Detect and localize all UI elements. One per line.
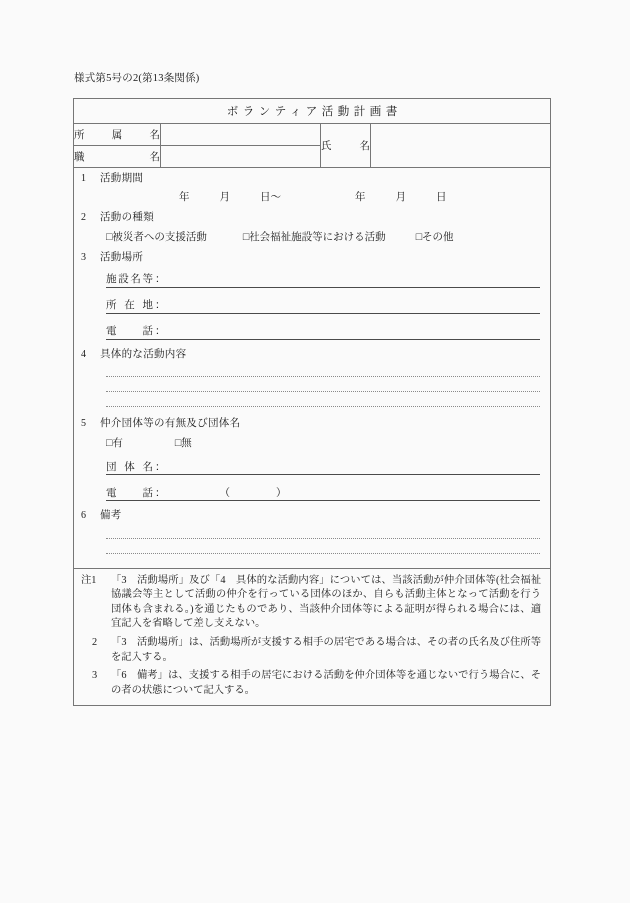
label-char: 体 (124, 461, 135, 473)
organization-phone-label (106, 489, 153, 500)
label-colon: ： (155, 326, 166, 337)
mediator-option-yes[interactable] (106, 438, 123, 449)
affiliation-label (74, 124, 161, 146)
activity-period-fields[interactable] (179, 193, 550, 204)
location-phone-field[interactable] (106, 323, 540, 340)
label-char: 話 (142, 326, 153, 337)
organization-name-field[interactable] (106, 458, 540, 475)
position-label-char: 名 (149, 152, 160, 163)
end-day-label: 日 (436, 191, 447, 203)
position-label (74, 146, 161, 168)
section-title: 活動期間 (100, 173, 144, 184)
section-title: 活動の種類 (100, 212, 154, 223)
section-activity-type-heading (81, 213, 550, 224)
section-details-heading (81, 350, 550, 361)
mediator-option-no[interactable] (175, 438, 192, 449)
label-char: 所 (106, 300, 117, 311)
checkbox-icon[interactable]: □ (242, 231, 250, 243)
start-year-label: 年 (179, 191, 190, 203)
label-char: 名 (130, 274, 141, 285)
facility-name-field[interactable] (106, 271, 540, 288)
section-number: 2 (81, 212, 86, 223)
note-item (81, 669, 541, 698)
title-row (74, 99, 551, 124)
start-month-label: 月 (219, 191, 230, 203)
activity-type-option-disaster[interactable] (106, 233, 207, 244)
section-title: 活動場所 (100, 252, 144, 263)
section-title: 仲介団体等の有無及び団体名 (100, 418, 241, 429)
section-title: 備考 (100, 510, 122, 521)
label-char: 電 (106, 487, 117, 499)
form-title: ボランティア活動計画書 (74, 99, 551, 124)
checkbox-icon[interactable]: □ (415, 231, 423, 243)
option-label: その他 (422, 231, 454, 243)
option-label: 社会福祉施設等における活動 (249, 231, 386, 243)
note-label: 3 (92, 670, 98, 682)
section-period-heading (81, 174, 550, 185)
section-location-heading (81, 253, 550, 264)
option-label: 無 (181, 437, 192, 449)
section-number: 6 (81, 510, 86, 521)
organization-name-label (106, 463, 153, 474)
notes-row (74, 568, 551, 706)
affiliation-row (74, 124, 551, 146)
note-item (81, 574, 541, 632)
option-label: 有 (112, 437, 123, 449)
section-number: 1 (81, 173, 86, 184)
position-label-char: 職 (74, 152, 85, 163)
affiliation-label-char: 属 (111, 130, 123, 141)
affiliation-label-char: 名 (149, 130, 160, 141)
start-day-label: 日〜 (260, 191, 281, 203)
position-value[interactable] (161, 146, 321, 168)
volunteer-activity-plan-form (73, 98, 551, 706)
paren-open: （ (219, 487, 230, 499)
facility-name-label (106, 275, 153, 286)
checkbox-icon[interactable]: □ (106, 437, 113, 449)
label-colon: ： (155, 300, 166, 311)
form-body-row (74, 168, 551, 569)
label-char: 設 (118, 274, 129, 285)
name-label-char: 氏 (321, 141, 332, 152)
label-char: 団 (106, 461, 117, 473)
checkbox-icon[interactable]: □ (106, 231, 113, 243)
section-remarks-heading (81, 511, 550, 522)
section-number: 5 (81, 418, 86, 429)
affiliation-label-char: 所 (74, 130, 85, 141)
note-text: 「6 備考」は、支援する相手の居宅における活動を仲介団体等を通じないで行う場合に、その者の状態について記入する。 (111, 670, 542, 696)
option-label: 被災者への支援活動 (112, 231, 207, 243)
name-label-char: 名 (359, 141, 370, 152)
form-body (74, 168, 551, 569)
activity-type-options (106, 233, 550, 244)
label-char: 施 (106, 274, 117, 285)
section-title: 具体的な活動内容 (100, 348, 187, 360)
note-text: 「3 活動場所」は、活動場所が支援する相手の居宅である場合は、その者の氏名及び住所等を記入する。 (111, 636, 542, 663)
label-colon: ： (155, 461, 166, 473)
label-colon: ： (155, 274, 166, 285)
address-field[interactable] (106, 297, 540, 314)
label-char: 地 (142, 300, 153, 311)
notes-list (74, 569, 550, 706)
phone-area-code-group (220, 489, 287, 500)
label-colon: ： (155, 487, 166, 499)
location-phone-label (106, 327, 153, 338)
section-number: 4 (81, 348, 86, 360)
end-year-label: 年 (355, 191, 366, 203)
name-label (321, 124, 371, 168)
address-label (106, 301, 153, 312)
label-char: 電 (106, 326, 117, 337)
notes-cell (74, 568, 551, 706)
name-value[interactable] (371, 124, 551, 168)
note-label: 2 (92, 636, 98, 648)
organization-phone-field[interactable] (106, 484, 540, 501)
label-char: 在 (124, 300, 135, 311)
checkbox-icon[interactable]: □ (174, 437, 182, 449)
section-number: 3 (81, 252, 86, 263)
form-code: 様式第5号の2(第13条関係) (74, 73, 200, 84)
end-month-label: 月 (395, 191, 406, 203)
label-char: 名 (142, 461, 153, 473)
label-char: 等 (142, 274, 153, 285)
paren-close: ） (276, 487, 287, 499)
activity-type-option-other[interactable] (416, 233, 454, 244)
note-label: 注1 (81, 574, 97, 586)
note-item (81, 636, 541, 665)
activity-type-option-welfare[interactable] (243, 233, 386, 244)
affiliation-value[interactable] (161, 124, 321, 146)
label-char: 話 (142, 487, 153, 499)
note-text: 「3 活動場所」及び「4 具体的な活動内容」については、当該活動が仲介団体等(社会福祉協議会等主として活動の仲介を行っている団体のほか、自らも活動主体となって活動を行う団体も含まれる。)を通じたものであり、当該仲介団体等による証明が得られる場合には、適宜記入を省略して差し支えない。 (111, 574, 542, 630)
mediator-options (106, 439, 550, 450)
section-mediator-heading (81, 419, 550, 430)
